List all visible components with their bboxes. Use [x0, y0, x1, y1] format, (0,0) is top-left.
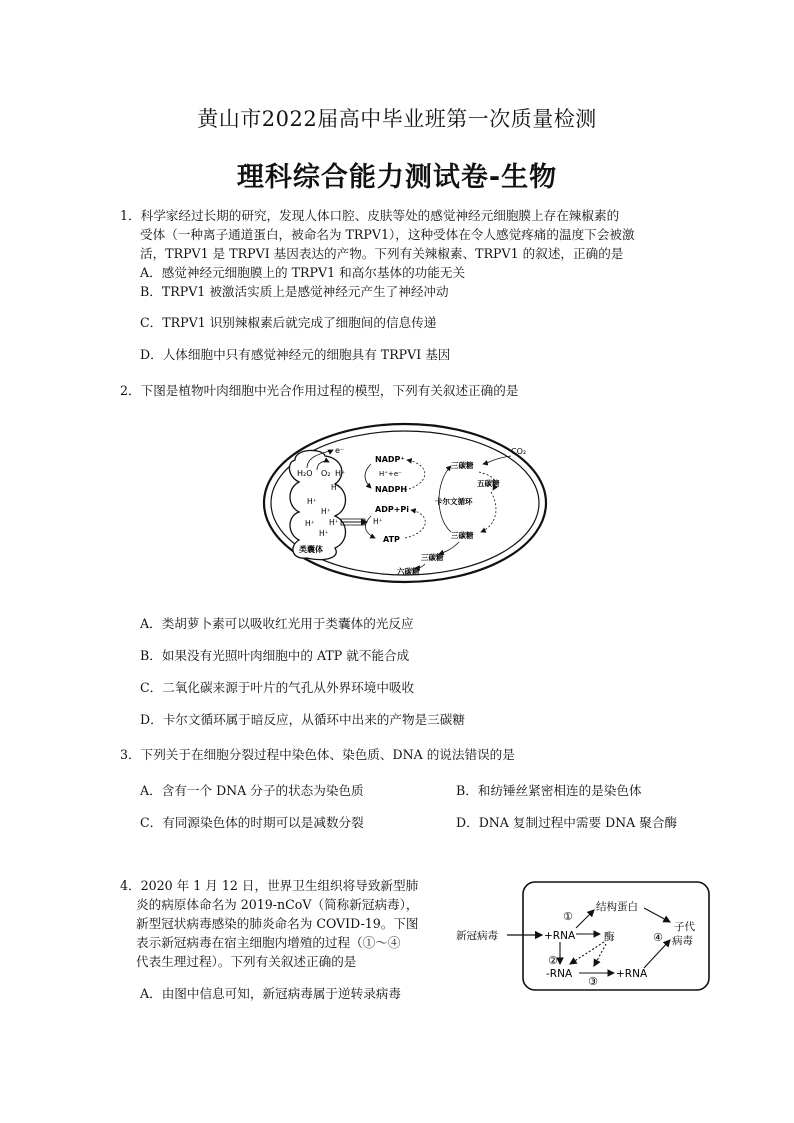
- hplus-label-8: H⁺: [373, 517, 383, 526]
- q4-stem-line-3: 新型冠状病毒感染的肺炎命名为 COVID-19。下图: [136, 916, 419, 931]
- plus-rna2-label: +RNA: [616, 968, 648, 980]
- q3-option-c: C．有同源染色体的时期可以是减数分裂: [140, 815, 364, 830]
- triose-mid-label: 三碳糖: [451, 531, 474, 540]
- q3-option-a: A．含有一个 DNA 分子的状态为染色质: [140, 783, 364, 798]
- hplus-label-2: H⁺: [331, 483, 341, 492]
- o2-label: O₂: [321, 469, 331, 478]
- co2-label: CO₂: [511, 447, 527, 456]
- q2-option-d: D．卡尔文循环属于暗反应，从循环中出来的产物是三碳糖: [140, 712, 465, 727]
- thylakoid-label: 类囊体: [299, 545, 323, 554]
- q4-stem-line-4: 表示新冠病毒在宿主细胞内增殖的过程（①～④: [136, 935, 401, 950]
- step-2-label: ②: [548, 954, 558, 967]
- q2-option-a: A．类胡萝卜素可以吸收红光用于类囊体的光反应: [140, 616, 414, 631]
- e-label: e⁻: [335, 446, 345, 455]
- step-4-label: ④: [653, 931, 663, 944]
- hplus-label-7: H⁺: [319, 529, 329, 538]
- q1-option-d: D．人体细胞中只有感觉神经元的细胞具有 TRPVI 基因: [140, 347, 451, 362]
- triose-bottom-label: 三碳糖: [421, 553, 444, 562]
- q1-option-a: A．感觉神经元细胞膜上的 TRPV1 和高尔基体的功能无关: [140, 265, 466, 280]
- q3-stem: 3．下列关于在细胞分裂过程中染色体、染色质、DNA 的说法错误的是: [120, 747, 515, 762]
- progeny-label-line2: 病毒: [672, 935, 693, 947]
- virus-replication-diagram: [454, 878, 714, 994]
- minus-rna-label: -RNA: [546, 968, 573, 980]
- step-3-label: ③: [588, 975, 598, 988]
- hplus-label-4: H⁺: [321, 507, 331, 516]
- hplus-label-5: H⁺: [305, 519, 315, 528]
- plus-rna-label: +RNA: [544, 930, 576, 942]
- q3-option-d: D．DNA 复制过程中需要 DNA 聚合酶: [456, 815, 678, 830]
- nadph-label: NADPH: [375, 485, 408, 494]
- adp-label: ADP+Pi: [375, 505, 410, 514]
- hplus-label-3: H⁺: [307, 497, 317, 506]
- q1-option-c: C．TRPV1 识别辣椒素后就完成了细胞间的信息传递: [140, 315, 437, 330]
- triose-top-label: 三碳糖: [451, 461, 474, 470]
- virus-label: 新冠病毒: [456, 930, 498, 942]
- q4-stem-line-1: 4．2020 年 1 月 12 日，世界卫生组织将导致新型肺: [120, 878, 419, 893]
- calvin-label: 卡尔文循环: [435, 497, 473, 506]
- hplus-label-1: H⁺: [335, 469, 346, 478]
- step-1-label: ①: [563, 910, 573, 923]
- q4-stem-line-5: 代表生理过程）。下列有关叙述正确的是: [136, 954, 357, 969]
- q4-stem-line-2: 炎的病原体命名为 2019-nCoV（简称新冠病毒），: [136, 897, 419, 912]
- protein-label: 结构蛋白: [596, 901, 638, 913]
- photosynthesis-diagram: [255, 418, 555, 588]
- q4-option-a: A．由图中信息可知，新冠病毒属于逆转录病毒: [140, 986, 401, 1001]
- q2-option-c: C．二氧化碳来源于叶片的气孔从外界环境中吸收: [140, 680, 415, 695]
- q3-option-b: B．和纺锤丝紧密相连的是染色体: [456, 783, 642, 798]
- hplus-label-6: H⁺: [329, 518, 339, 527]
- progeny-label-line1: 子代: [674, 921, 695, 933]
- hexose-label: 六碳糖: [397, 567, 420, 576]
- h-e-label: H⁺+e⁻: [379, 470, 402, 478]
- q2-stem: 2．下图是植物叶肉细胞中光合作用过程的模型，下列有关叙述正确的是: [120, 383, 519, 398]
- nadp-label: NADP⁺: [375, 455, 405, 464]
- exam-header: 黄山市2022届高中毕业班第一次质量检测: [197, 107, 597, 131]
- h2o-label: H₂O: [297, 469, 313, 478]
- q1-stem-line-3: 活，TRPV1 是 TRPVI 基因表达的产物。下列有关辣椒素、TRPV1 的叙述，正确的是: [140, 246, 624, 261]
- enzyme-label: 酶: [604, 931, 615, 943]
- atp-label: ATP: [383, 535, 400, 544]
- q1-stem-line-2: 受体（一种离子通道蛋白，被命名为 TRPV1），这种受体在令人感觉疼痛的温度下会被激: [140, 227, 635, 242]
- q2-option-b: B．如果没有光照叶肉细胞中的 ATP 就不能合成: [140, 648, 410, 663]
- exam-title: 理科综合能力测试卷-生物: [236, 162, 558, 193]
- pentose-label: 五碳糖: [477, 479, 500, 488]
- q1-option-b: B．TRPV1 被激活实质上是感觉神经元产生了神经冲动: [140, 284, 449, 299]
- q1-stem-line-1: 1．科学家经过长期的研究，发现人体口腔、皮肤等处的感觉神经元细胞膜上存在辣椒素的: [120, 208, 620, 223]
